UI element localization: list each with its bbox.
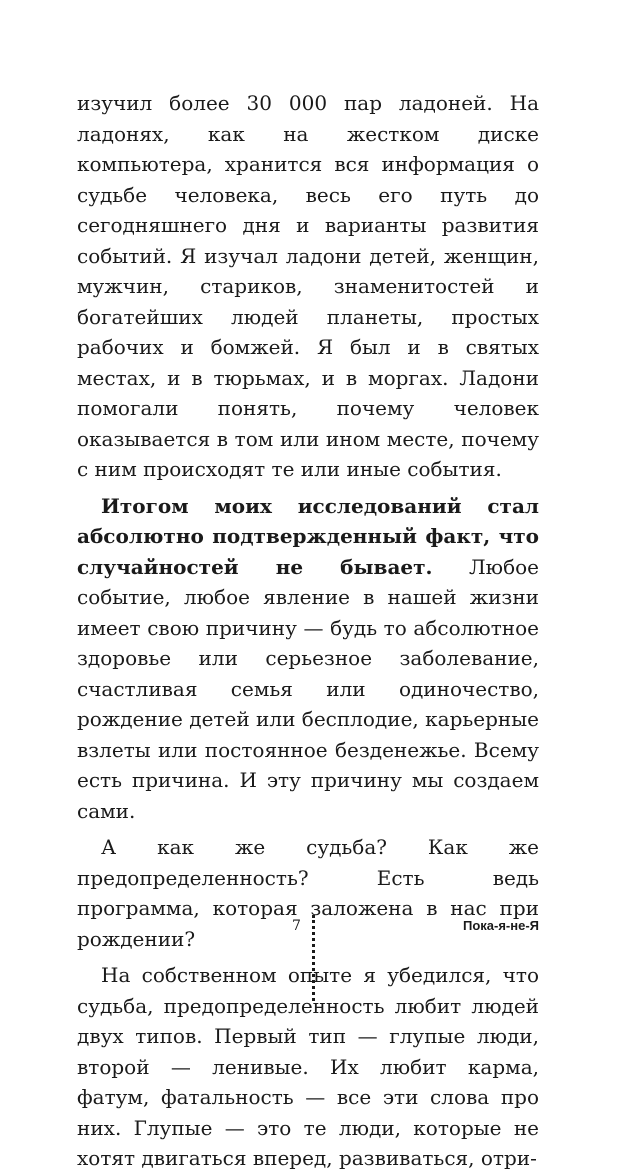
body-text [77,88,539,1174]
running-title: Пока-я-не-Я [462,918,539,933]
page-number: 7 [292,918,301,934]
paragraph-text: изучил более 30 000 пар ладоней. На ладонях, как на жестком диске компьютера, хранится вся информация о судьбе человека, весь его путь до сегодняшнего дня и варианты развития событий. Я изучал ладони детей, женщин, мужчин, стариков, знаменитостей и богатейших людей планеты, простых рабочих и бомжей. Я был и в святых местах, и в тюрьмах, и в моргах. Ладони помогали понять, почему человек оказывается в том или ином месте, почему с ним происходят те или иные события. [77,91,539,481]
paragraph [77,832,539,954]
paragraph-text: А как же судьба? Как же предопределенность? Есть ведь программа, которая заложена в нас при рождении? [77,835,539,951]
paragraph [77,491,539,827]
paragraph-bold-lead: Итогом моих исследований стал абсолютно подтвержденный факт, что случайностей не бывает. [77,493,539,579]
paragraph-text: Любое событие, любое явление в нашей жизни имеет свою причину — будь то абсолютное здоровье или серьезное заболевание, счастливая семья или одиночество, рождение детей или бесплодие, карьерные взлеты или постоянное безденежье. Всему есть причина. И эту причину мы создаем сами. [77,554,539,823]
paragraph [77,88,539,485]
paragraph [77,960,539,1174]
paragraph-text: На собственном опыте я убедился, что судьба, предопределенность любит людей двух типов. Первый тип — глупые люди, второй — ленивые. Их любит карма, фатум, фатальность — все эти слова про них. Глупые — это те люди, которые не хотят двигаться вперед, развиваться, отри- [77,963,539,1170]
footer-dotted-rule [312,915,315,1001]
